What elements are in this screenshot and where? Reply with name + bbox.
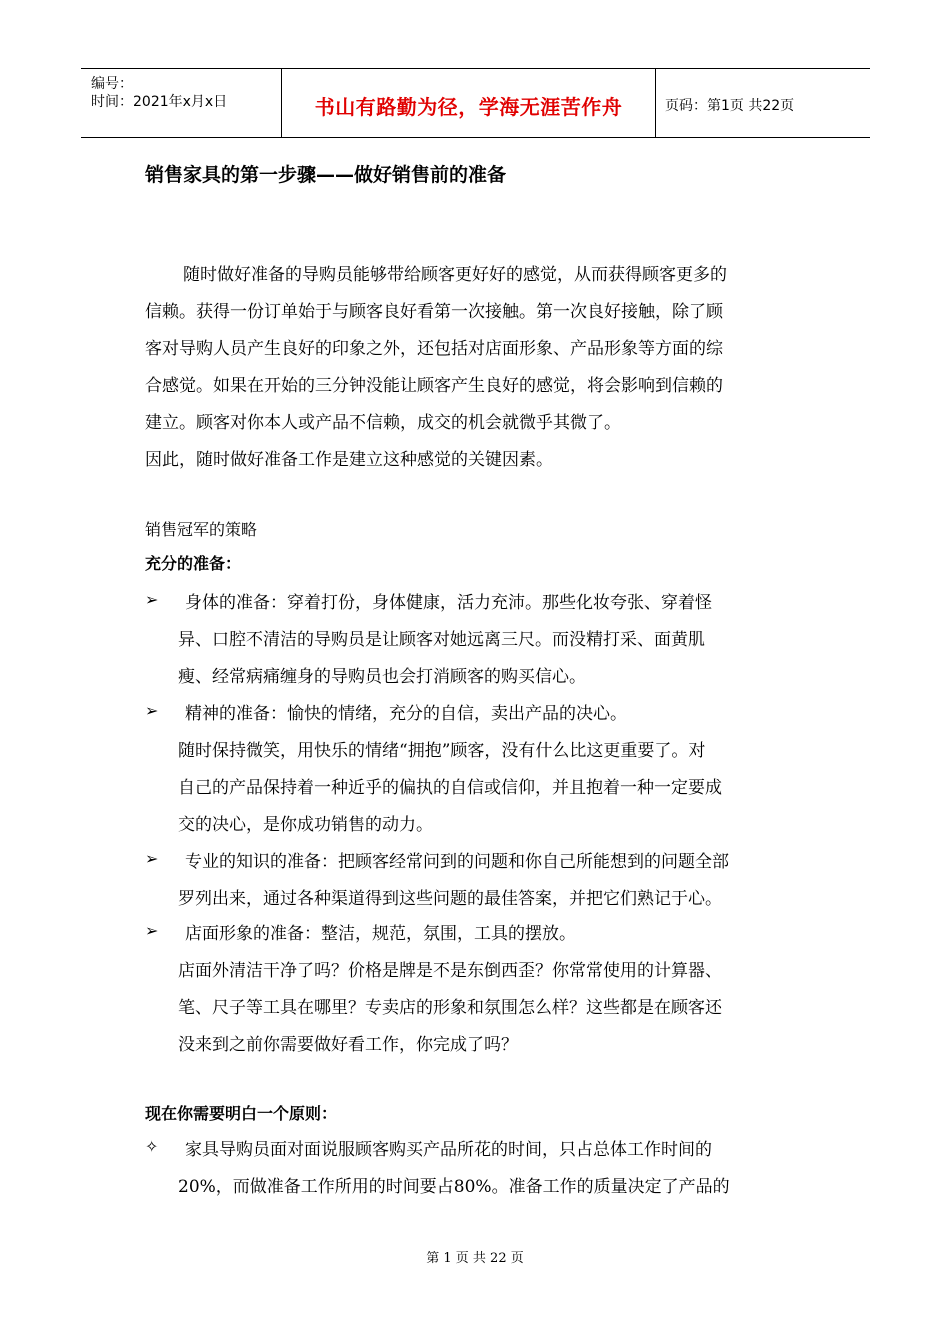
document-number-label: 编号： [91,76,133,92]
arrow-bullet-icon: ➢ [145,590,159,609]
document-title: 销售家具的第一步骤——做好销售前的准备 [145,164,507,186]
principle-line: 20%，而做准备工作所用的时间要占80%。准备工作的质量决定了产品的 [178,1177,730,1197]
intro-line: 因此，随时做好准备工作是建立这种感觉的关键因素。 [145,450,553,470]
bullet-line: 交的决心，是你成功销售的动力。 [178,815,433,835]
bullet-line: 店面外清洁干净了吗？价格是牌是不是东倒西歪？你常常使用的计算器、 [178,961,722,981]
bullet-line: 精神的准备：愉快的情绪，充分的自信，卖出产品的决心。 [185,704,627,724]
bullet-line: 罗列出来，通过各种渠道得到这些问题的最佳答案，并把它们熟记于心。 [178,889,722,909]
principle-heading: 现在你需要明白一个原则： [145,1104,338,1123]
page-info: 页码：第1页 共22页 [665,98,795,114]
principle-line: 家具导购员面对面说服顾客购买产品所花的时间，只占总体工作时间的 [185,1140,712,1160]
header-motto-cell [281,69,656,137]
star-bullet-icon: ✧ [145,1137,159,1156]
arrow-bullet-icon: ➢ [145,849,159,868]
page-footer: 第 1 页 共 22 页 [426,1251,524,1266]
document-header [81,68,870,138]
intro-line: 合感觉。如果在开始的三分钟没能让顾客产生良好的感觉，将会影响到信赖的 [145,376,723,396]
bullet-line: 没来到之前你需要做好看工作，你完成了吗？ [178,1035,518,1055]
bullet-line: 笔、尺子等工具在哪里？专卖店的形象和氛围怎么样？这些都是在顾客还 [178,998,722,1018]
intro-line: 信赖。获得一份订单始于与顾客良好看第一次接触。第一次良好接触，除了顾 [145,302,723,322]
header-left-cell [81,69,281,137]
document-date: 时间：2021年x月x日 [91,94,228,110]
prep-heading: 充分的准备： [145,554,242,573]
bullet-line: 店面形象的准备：整洁，规范，氛围，工具的摆放。 [185,924,576,944]
bullet-line: 随时保持微笑，用快乐的情绪“拥抱”顾客，没有什么比这更重要了。对 [178,741,706,761]
bullet-line: 专业的知识的准备：把顾客经常问到的问题和你自己所能想到的问题全部 [185,852,729,872]
intro-line: 随时做好准备的导购员能够带给顾客更好好的感觉，从而获得顾客更多的 [183,265,727,285]
strategy-heading: 销售冠军的策略 [145,520,258,539]
bullet-line: 瘦、经常病痛缠身的导购员也会打消顾客的购买信心。 [178,667,586,687]
arrow-bullet-icon: ➢ [145,921,159,940]
header-motto: 书山有路勤为径，学海无涯苦作舟 [314,95,623,119]
intro-line: 客对导购人员产生良好的印象之外，还包括对店面形象、产品形象等方面的综 [145,339,723,359]
bullet-line: 身体的准备：穿着打份，身体健康，活力充沛。那些化妆夸张、穿着怪 [185,593,712,613]
header-page-cell [655,69,870,137]
bullet-line: 自己的产品保持着一种近乎的偏执的自信或信仰，并且抱着一种一定要成 [178,778,722,798]
intro-line: 建立。顾客对你本人或产品不信赖，成交的机会就微乎其微了。 [145,413,621,433]
arrow-bullet-icon: ➢ [145,701,159,720]
bullet-line: 异、口腔不清洁的导购员是让顾客对她远离三尺。而没精打采、面黄肌 [178,630,705,650]
